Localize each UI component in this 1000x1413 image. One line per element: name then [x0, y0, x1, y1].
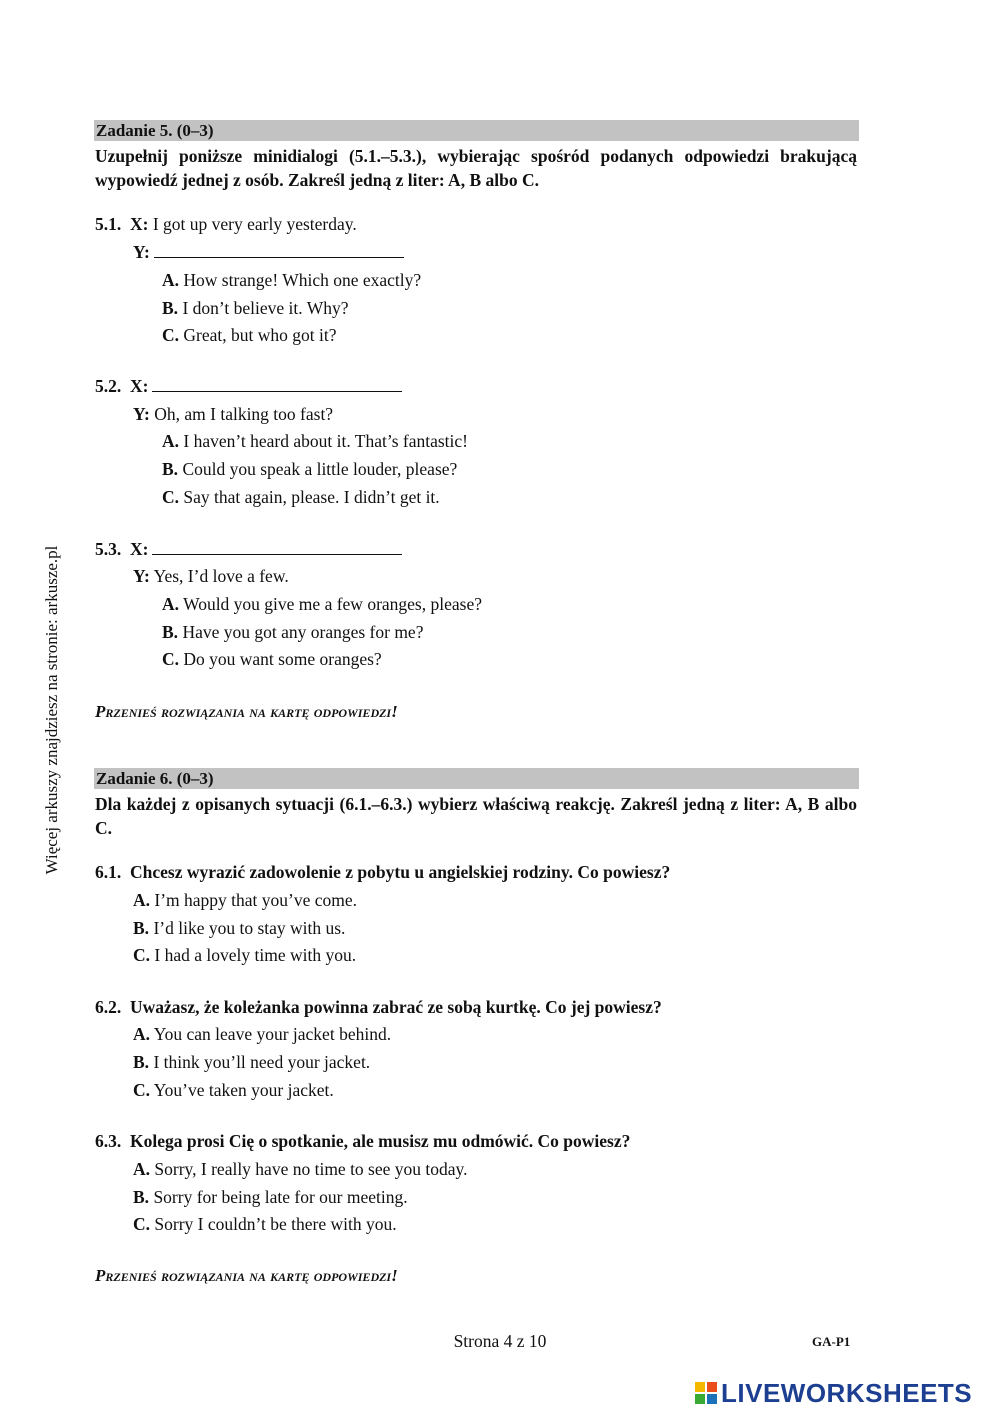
exam-code: GA-P1 [812, 1334, 851, 1349]
option-text: Great, but who got it? [183, 325, 337, 345]
item-5-1-x [95, 212, 357, 236]
item-5-3-y [133, 564, 289, 588]
option-6-3-b[interactable] [133, 1185, 408, 1209]
option-text: Sorry I couldn’t be there with you. [154, 1214, 397, 1234]
item-number: 6.2. [95, 997, 122, 1017]
option-letter: A. [133, 890, 151, 910]
option-6-2-c[interactable] [133, 1078, 334, 1102]
option-6-3-c[interactable] [133, 1212, 397, 1236]
option-letter: A. [162, 431, 180, 451]
option-letter: C. [133, 1214, 151, 1234]
option-letter: A. [133, 1159, 151, 1179]
option-letter: C. [162, 649, 180, 669]
option-5-3-b[interactable] [162, 620, 423, 644]
option-letter: A. [162, 594, 180, 614]
y-text: Yes, I’d love a few. [153, 566, 289, 586]
option-letter: C. [162, 487, 180, 507]
option-letter: C. [162, 325, 180, 345]
speaker-x: X: [130, 214, 149, 234]
option-text: I haven’t heard about it. That’s fantastic! [183, 431, 468, 451]
task5-transfer-note [95, 701, 398, 723]
option-text: You’ve taken your jacket. [153, 1080, 334, 1100]
task6-transfer-note [95, 1265, 398, 1287]
option-5-2-a[interactable] [162, 429, 468, 453]
item-6-2-question [95, 995, 662, 1019]
speaker-y: Y: [133, 566, 150, 586]
task5-instruction: Uzupełnij poniższe minidialogi (5.1.–5.3.), wybierając spośród podanych odpowiedzi brakującą wypowiedź jednej z osób. Zakreśl jedną z liter: A, B albo C. [95, 146, 857, 190]
option-text: I think you’ll need your jacket. [153, 1052, 371, 1072]
speaker-y: Y: [133, 404, 150, 424]
item-number: 5.1. [95, 214, 122, 234]
option-6-2-b[interactable] [133, 1050, 370, 1074]
option-text: I’m happy that you’ve come. [154, 890, 358, 910]
task6-header: Zadanie 6. (0–3) [94, 768, 859, 789]
option-5-1-a[interactable] [162, 268, 421, 292]
question-text: Chcesz wyrazić zadowolenie z pobytu u angielskiej rodziny. Co powiesz? [130, 862, 671, 882]
option-5-2-b[interactable] [162, 457, 457, 481]
y-text: Oh, am I talking too fast? [154, 404, 334, 424]
transfer-text: Przenieś rozwiązania na kartę odpowiedzi! [95, 1266, 398, 1285]
speaker-y: Y: [133, 242, 150, 262]
option-text: Sorry, I really have no time to see you today. [154, 1159, 468, 1179]
option-letter: B. [162, 459, 179, 479]
item-5-1-y [133, 240, 404, 264]
option-6-1-b[interactable] [133, 916, 345, 940]
option-6-1-a[interactable] [133, 888, 357, 912]
option-letter: C. [133, 945, 151, 965]
option-text: Say that again, please. I didn’t get it. [183, 487, 440, 507]
item-5-3-x [95, 537, 402, 561]
task5-header: Zadanie 5. (0–3) [94, 120, 859, 141]
option-6-1-c[interactable] [133, 943, 356, 967]
page-number: Strona 4 z 10 [453, 1331, 547, 1351]
option-letter: B. [133, 1052, 150, 1072]
option-5-3-a[interactable] [162, 592, 482, 616]
option-6-2-a[interactable] [133, 1022, 391, 1046]
logo-text: LIVEWORKSHEETS [721, 1377, 973, 1408]
option-6-3-a[interactable] [133, 1157, 468, 1181]
answer-blank [152, 538, 402, 555]
option-letter: C. [133, 1080, 151, 1100]
task6-instruction: Dla każdej z opisanych sytuacji (6.1.–6.3.) wybierz właściwą reakcję. Zakreśl jedną z liter: A, B albo C. [95, 794, 857, 838]
x-text: I got up very early yesterday. [152, 214, 357, 234]
option-text: You can leave your jacket behind. [153, 1024, 392, 1044]
option-5-2-c[interactable] [162, 485, 440, 509]
speaker-x: X: [130, 376, 149, 396]
option-text: Have you got any oranges for me? [182, 622, 424, 642]
answer-blank [154, 241, 404, 258]
option-text: Sorry for being late for our meeting. [153, 1187, 408, 1207]
option-5-1-c[interactable] [162, 323, 336, 347]
option-letter: A. [133, 1024, 151, 1044]
liveworksheets-logo[interactable] [695, 1378, 972, 1408]
answer-blank [152, 375, 402, 392]
option-text: Could you speak a little louder, please? [182, 459, 458, 479]
item-number: 5.2. [95, 376, 122, 396]
option-text: Do you want some oranges? [183, 649, 382, 669]
option-letter: A. [162, 270, 180, 290]
side-note-text: Więcej arkuszy znajdziesz na stronie: arkusze.pl [42, 545, 61, 875]
option-letter: B. [133, 1187, 150, 1207]
question-text: Uważasz, że koleżanka powinna zabrać ze sobą kurtkę. Co jej powiesz? [130, 997, 662, 1017]
option-letter: B. [162, 298, 179, 318]
item-5-2-y [133, 402, 333, 426]
option-text: I’d like you to stay with us. [153, 918, 346, 938]
item-number: 5.3. [95, 539, 122, 559]
item-6-3-question [95, 1129, 630, 1153]
item-number: 6.3. [95, 1131, 122, 1151]
option-5-3-c[interactable] [162, 647, 382, 671]
option-letter: B. [133, 918, 150, 938]
option-text: Would you give me a few oranges, please? [183, 594, 482, 614]
item-6-1-question [95, 860, 670, 884]
option-text: How strange! Which one exactly? [183, 270, 422, 290]
question-text: Kolega prosi Cię o spotkanie, ale musisz mu odmówić. Co powiesz? [130, 1131, 631, 1151]
transfer-text: Przenieś rozwiązania na kartę odpowiedzi! [95, 702, 398, 721]
item-number: 6.1. [95, 862, 122, 882]
speaker-x: X: [130, 539, 149, 559]
option-text: I don’t believe it. Why? [182, 298, 349, 318]
item-5-2-x [95, 374, 402, 398]
option-5-1-b[interactable] [162, 296, 348, 320]
logo-grid-icon [695, 1382, 717, 1404]
option-text: I had a lovely time with you. [154, 945, 357, 965]
option-letter: B. [162, 622, 179, 642]
